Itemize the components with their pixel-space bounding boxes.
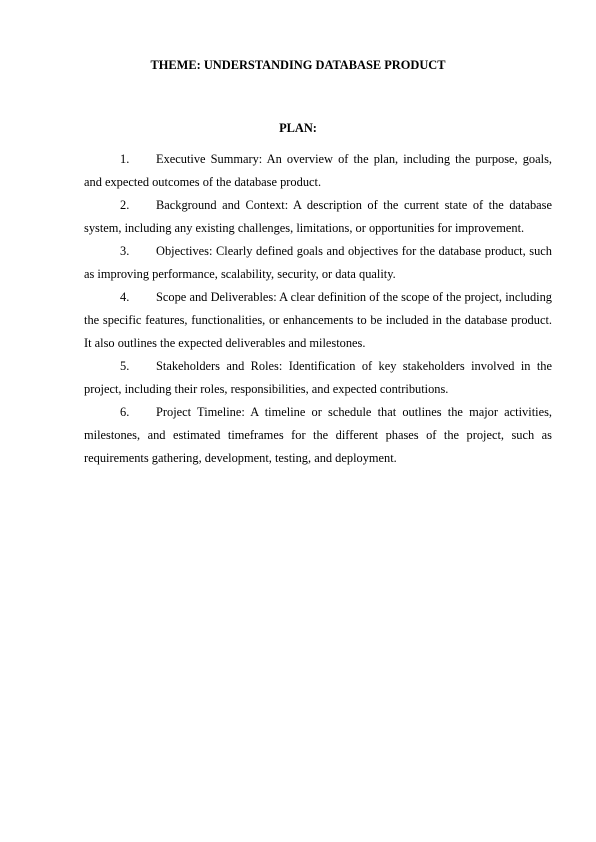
plan-item-executive-summary — [84, 148, 552, 194]
plan-item-background-context — [84, 194, 552, 240]
plan-item-project-timeline — [84, 401, 552, 470]
item-number: 2. — [120, 198, 130, 212]
plan-item-objectives — [84, 240, 552, 286]
item-text: Objectives: Clearly defined goals and objectives for the database product, such as improving performance, scalability, security, or data quality. — [84, 244, 552, 281]
item-number: 1. — [120, 152, 130, 166]
item-number: 3. — [120, 244, 130, 258]
item-text: Scope and Deliverables: A clear definition of the scope of the project, including the specific features, functionalities, or enhancements to be included in the database product. It also outlines the expected deliverables and milestones. — [84, 290, 552, 350]
document-title: THEME: UNDERSTANDING DATABASE PRODUCT — [150, 58, 446, 72]
item-text: Background and Context: A description of the current state of the database system, including any existing challenges, limitations, or opportunities for improvement. — [84, 198, 552, 235]
item-number: 6. — [120, 405, 130, 419]
item-text: Executive Summary: An overview of the plan, including the purpose, goals, and expected outcomes of the database product. — [84, 152, 552, 189]
plan-item-stakeholders-roles — [84, 355, 552, 401]
plan-heading: PLAN: — [279, 121, 317, 135]
item-number: 4. — [120, 290, 130, 304]
item-text: Stakeholders and Roles: Identification of key stakeholders involved in the project, including their roles, responsibilities, and expected contributions. — [84, 359, 552, 396]
item-number: 5. — [120, 359, 130, 373]
plan-item-scope-deliverables — [84, 286, 552, 355]
item-text: Project Timeline: A timeline or schedule that outlines the major activities, milestones, and estimated timeframes for the different phases of the project, such as requirements gathering, development, testing, and deployment. — [84, 405, 552, 465]
plan-list — [84, 148, 552, 470]
